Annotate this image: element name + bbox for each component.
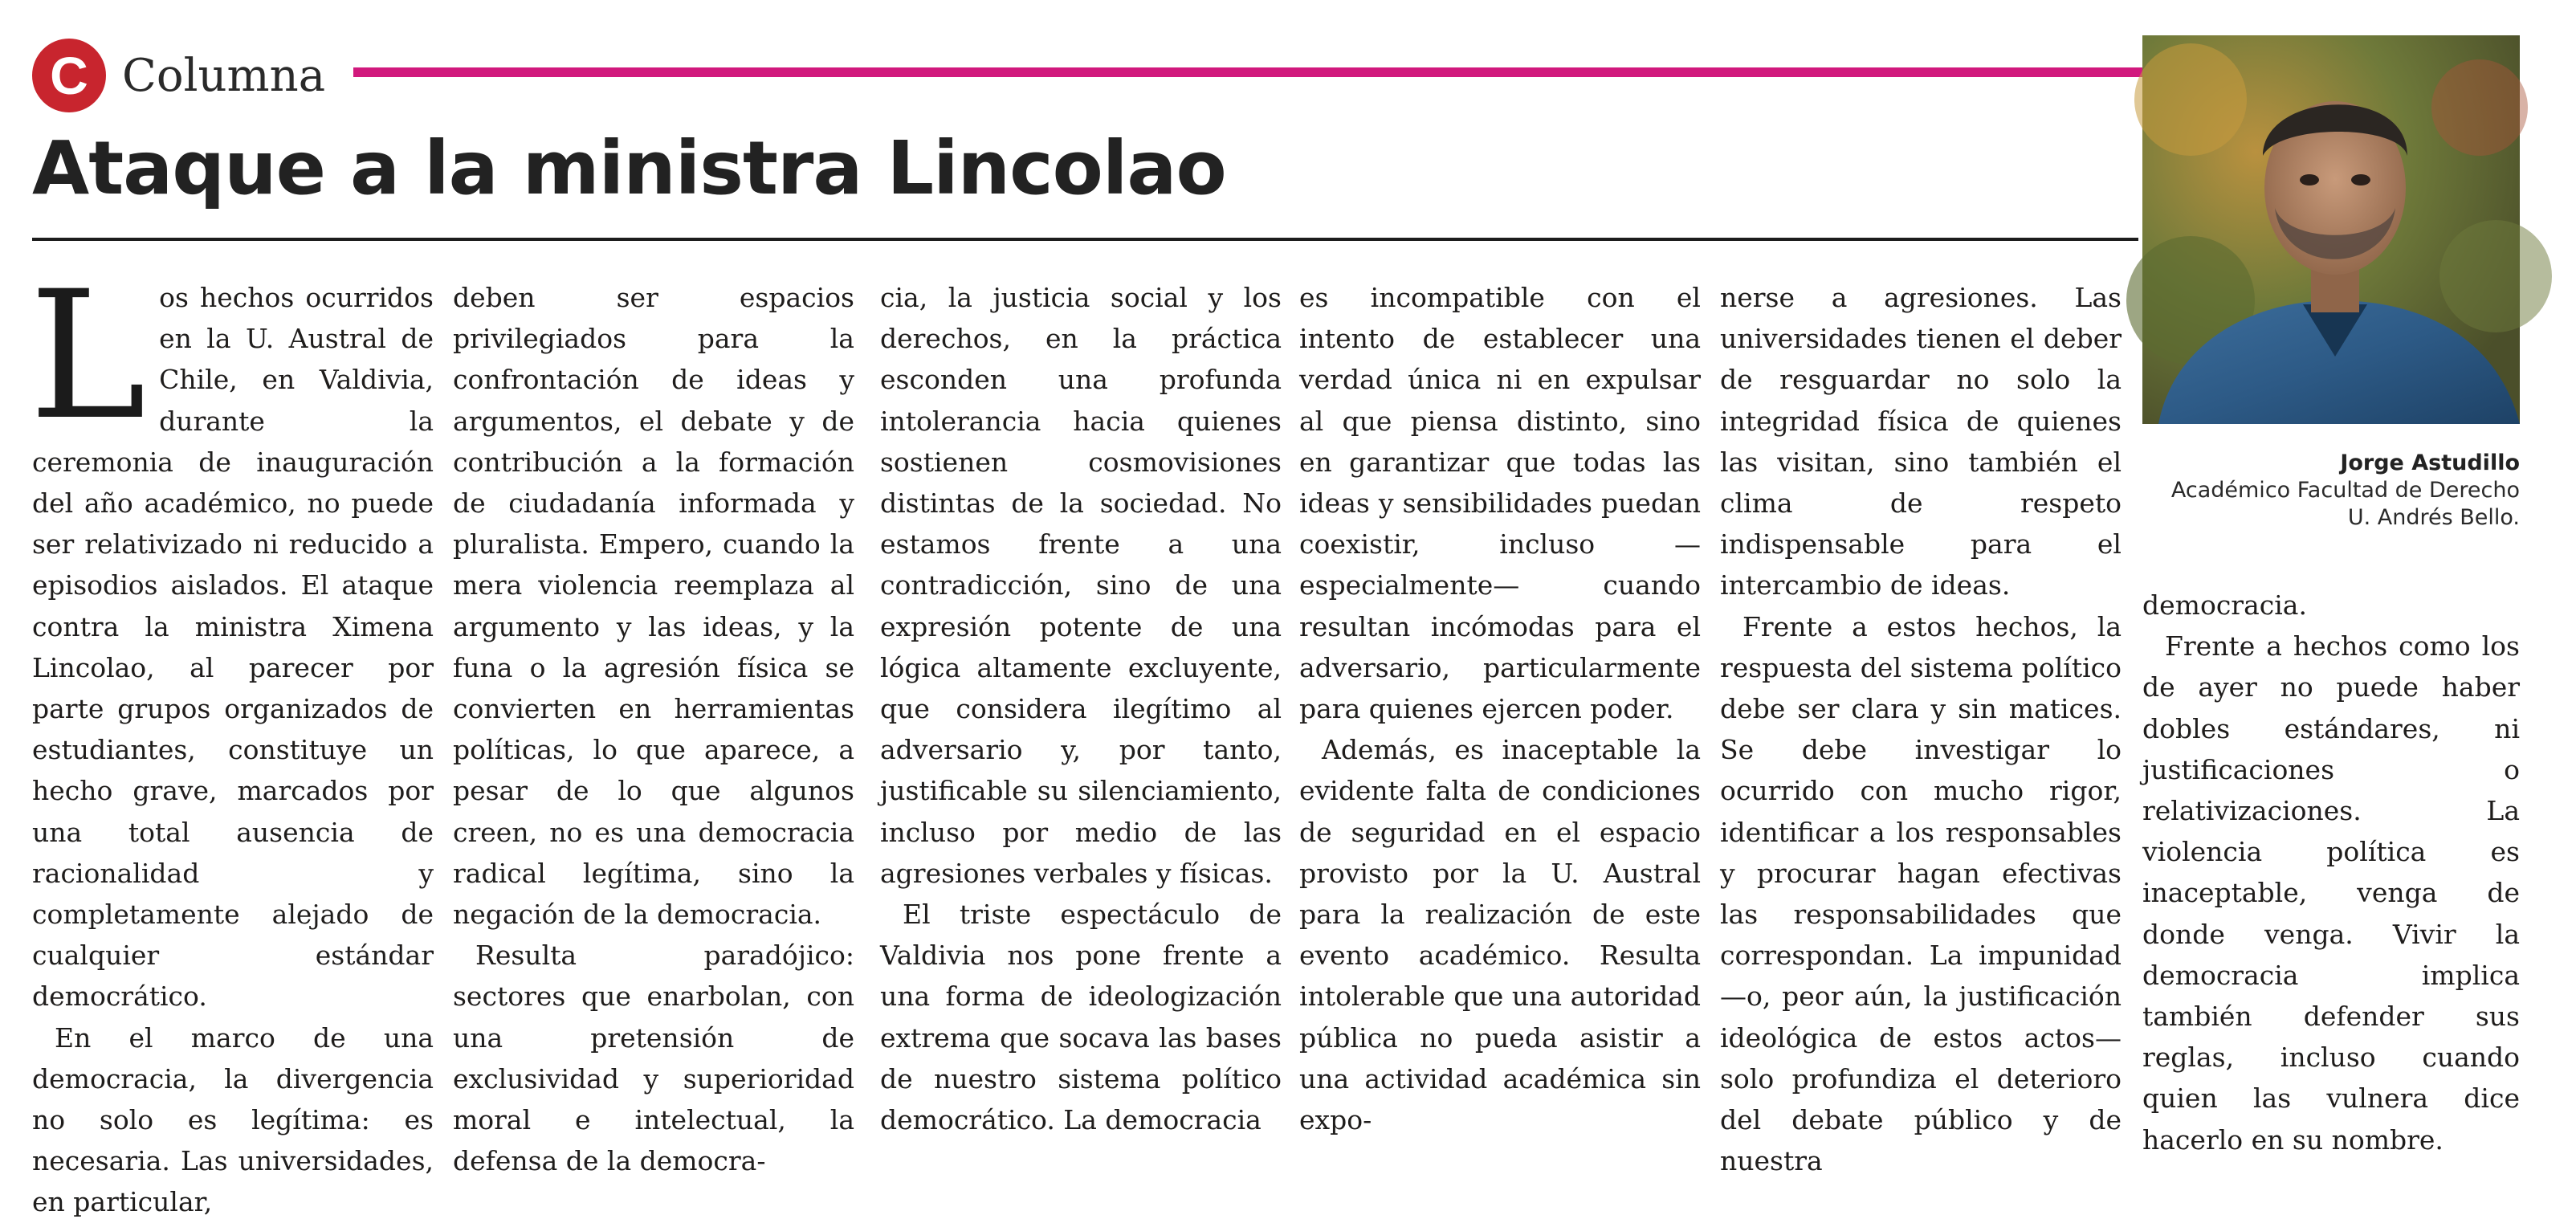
paragraph: democracia. [2142,589,2307,621]
paragraph: es incompatible con el intento de establecer una verdad única ni en expulsar al que piensa distinto, sino en garantizar que todas las ideas y sensibilidades puedan coexistir, incluso —especialmente— cuando resultan incómodas para el adversario, particularmente para quienes ejercen poder. [1299,282,1701,725]
headline: Ataque a la ministra Lincolao [32,125,1226,211]
paragraph: En el marco de una democracia, la divergencia no solo es legítima: es necesaria. Las universidades, en particular, [32,1021,434,1218]
accent-rule [353,67,2160,77]
paragraph: nerse a agresiones. Las universidades tienen el deber de resguardar no solo la integridad física de quienes las visitan, sino también el clima de respeto indispensable para el intercambio de ideas. [1720,282,2122,601]
paragraph: cia, la justicia social y los derechos, en la práctica esconden una profunda intolerancia hacia quienes sostienen cosmovisiones distintas de la sociedad. No estamos frente a una contradicción, sino de una expresión potente de una lógica altamente excluyente, que considera ilegítimo al adversario y, por tanto, justificable su silenciamiento, incluso por medio de las agresiones verbales y físicas. [880,282,1282,889]
author-role: Académico Facultad de Derecho U. Andrés Bello. [2170,478,2520,530]
article-column-4 [1299,277,1701,1136]
article-column-6 [2142,585,2520,1156]
article-column-5 [1720,277,2122,1177]
author-portrait-illustration [2142,35,2520,424]
article-column-3 [880,277,1282,1136]
paragraph: Frente a hechos como los de ayer no puede haber dobles estándares, ni justificaciones o relativizaciones. La violencia política es inaceptable, venga de donde venga. Vivir la democracia implica también defender sus reglas, incluso cuando quien las vulnera dice hacerlo en su nombre. [2142,630,2520,1156]
title-rule [32,238,2138,241]
author-name: Jorge Astudillo [2340,450,2520,475]
author-photo [2142,35,2520,424]
article-column-1 [29,253,434,1218]
paragraph: El triste espectáculo de Valdivia nos pone frente a una forma de ideologización extrema que socava las bases de nuestro sistema político democrático. La democracia [880,899,1282,1136]
paragraph: os hechos ocurridos en la U. Austral de Chile, en Valdivia, durante la ceremonia de inauguración del año académico, no puede ser relativizado ni reducido a episodios aislados. El ataque contra la ministra Ximena Lincolao, al parecer por parte grupos organizados de estudiantes, constituye un hecho grave, marcados por una total ausencia de racionalidad y completamente alejado de cualquier estándar democrático. [32,282,434,1013]
section-label: Columna [122,50,326,102]
column-badge: C [32,39,106,112]
drop-cap: L [29,253,147,459]
paragraph: deben ser espacios privilegiados para la confrontación de ideas y argumentos, el debate y de contribución a la formación de ciudadanía informada y pluralista. Empero, cuando la mera violencia reemplaza al argumento y las ideas, y la funa o la agresión física se convierten en herramientas políticas, lo que aparece, a pesar de lo que algunos creen, no es una democracia radical legítima, sino la negación de la democracia. [453,282,854,931]
column-header [32,32,2132,108]
paragraph: Frente a estos hechos, la respuesta del sistema político debe ser clara y sin matices. Se debe investigar lo ocurrido con mucho rigor, identificar a los responsables y procurar hagan efectivas las responsabilidades que correspondan. La impunidad —o, peor aún, la justificación ideológica de estos actos— solo profundiza el deterioro del debate público y de nuestra [1720,610,2122,1177]
article-column-2 [453,277,854,1177]
paragraph: Resulta paradójico: sectores que enarbolan, con una pretensión de exclusividad y superioridad moral e intelectual, la defensa de la democra- [453,940,854,1177]
paragraph: Además, es inaceptable la evidente falta de condiciones de seguridad en el espacio provisto por la U. Austral para la realización de este evento académico. Resulta intolerable que una autoridad pública no pueda asistir a una actividad académica sin expo- [1299,734,1701,1136]
